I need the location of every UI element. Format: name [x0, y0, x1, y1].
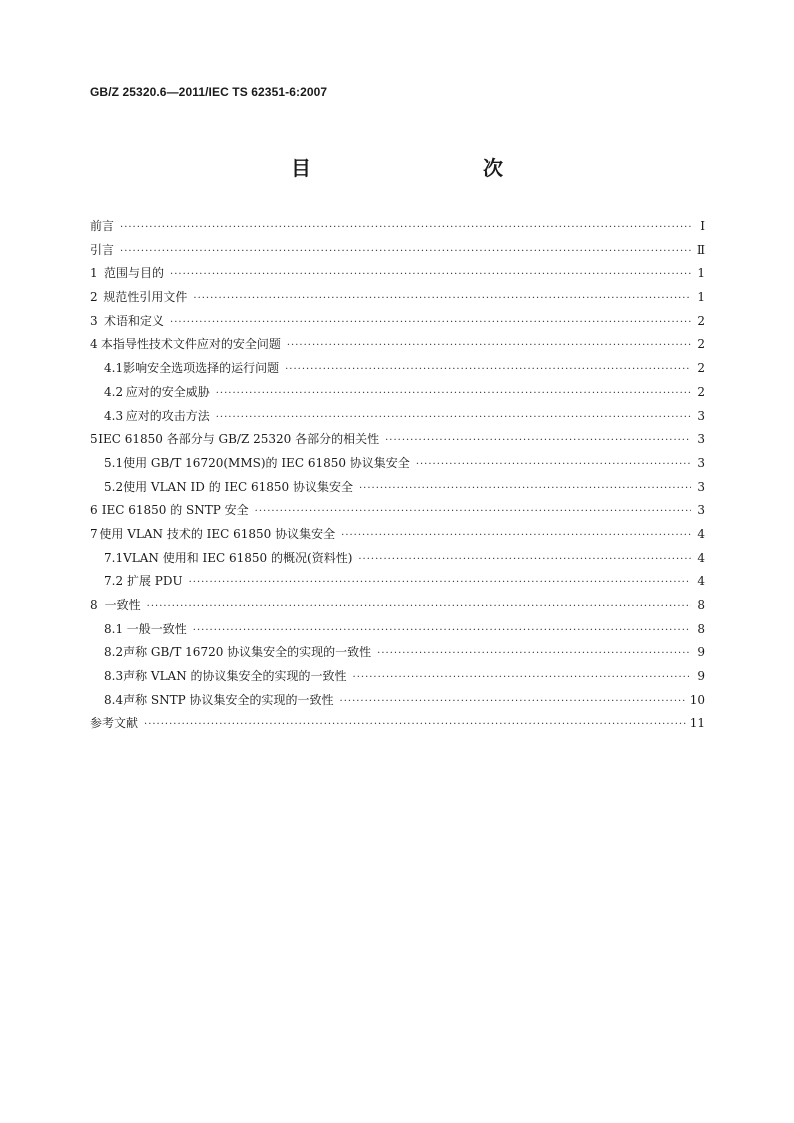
toc-leader-dots — [170, 317, 691, 328]
toc-leader-dots — [359, 483, 691, 494]
toc-entry[interactable] — [90, 359, 705, 383]
toc-entry-label: IEC 61850 各部分与 GB/Z 25320 各部分的相关性 — [98, 432, 380, 447]
toc-entry-number: 5.2 — [104, 479, 124, 494]
toc-entry-page: 11 — [689, 716, 705, 731]
toc-leader-dots — [120, 222, 691, 233]
toc-leader-dots — [377, 648, 691, 659]
toc-leader-dots — [189, 577, 691, 588]
toc-entry-label: 应对的攻击方法 — [125, 408, 210, 423]
toc-entry-page: 4 — [697, 550, 705, 565]
toc-leader-dots — [144, 719, 686, 730]
toc-leader-dots — [193, 625, 691, 636]
toc-entry-number: 4 — [90, 337, 98, 352]
table-of-contents — [90, 217, 705, 738]
toc-leader-dots — [416, 459, 691, 470]
toc-entry[interactable] — [90, 217, 705, 241]
toc-entry[interactable] — [90, 596, 705, 620]
toc-leader-dots — [216, 412, 691, 423]
toc-entry-number: 8.1 — [104, 621, 124, 636]
toc-entry-label: 参考文献 — [90, 716, 139, 731]
toc-entry[interactable] — [90, 525, 705, 549]
toc-entry-label: 影响安全选项选择的运行问题 — [123, 361, 280, 376]
toc-entry-label: 扩展 PDU — [126, 574, 183, 589]
toc-entry-page: 2 — [697, 361, 705, 376]
toc-leader-dots — [287, 340, 691, 351]
toc-leader-dots — [147, 601, 691, 612]
toc-entry-label: 一般一致性 — [126, 621, 187, 636]
toc-entry-page: 8 — [697, 598, 705, 612]
toc-entry-label: 本指导性技术文件应对的安全问题 — [100, 337, 281, 352]
toc-entry[interactable] — [90, 714, 705, 738]
toc-entry-page: 2 — [697, 313, 705, 328]
toc-entry-label: 声称 VLAN 的协议集安全的实现的一致性 — [123, 669, 347, 684]
toc-entry-number: 3 — [90, 313, 98, 328]
toc-entry-page: 10 — [689, 692, 705, 707]
toc-entry-number: 7.1 — [104, 550, 124, 565]
toc-entry[interactable] — [90, 288, 705, 312]
toc-entry-page: 8 — [697, 621, 705, 636]
toc-entry-label: IEC 61850 的 SNTP 安全 — [101, 503, 249, 518]
toc-entry-page: Ⅱ — [696, 242, 705, 257]
toc-entry-number: 8.4 — [104, 692, 124, 707]
toc-entry[interactable] — [90, 549, 705, 573]
toc-leader-dots — [170, 269, 691, 280]
toc-entry-number: 8.3 — [104, 669, 124, 684]
toc-entry-number: 4.3 — [104, 408, 124, 423]
toc-entry[interactable] — [90, 383, 705, 407]
document-code-header: GB/Z 25320.6—2011/IEC TS 62351-6:2007 — [90, 85, 328, 99]
toc-entry[interactable] — [90, 335, 705, 359]
toc-entry[interactable] — [90, 407, 705, 431]
toc-entry-page: 3 — [697, 503, 705, 518]
toc-entry[interactable] — [90, 572, 705, 596]
toc-entry-label: 应对的安全威胁 — [125, 384, 210, 399]
toc-entry-number: 1 — [90, 266, 98, 281]
toc-entry-page: 9 — [697, 669, 705, 684]
toc-leader-dots — [120, 246, 691, 257]
toc-entry-page: 3 — [697, 432, 705, 447]
toc-entry[interactable] — [90, 241, 705, 265]
toc-entry-number: 6 — [90, 503, 98, 518]
toc-entry-label: 引言 — [90, 242, 115, 257]
toc-entry-label: 一致性 — [104, 598, 141, 612]
toc-leader-dots — [353, 672, 691, 683]
toc-leader-dots — [358, 554, 691, 565]
toc-entry-page: 3 — [697, 455, 705, 470]
toc-entry-number: 4.2 — [104, 384, 124, 399]
toc-entry[interactable] — [90, 454, 705, 478]
toc-entry-page: 1 — [697, 290, 705, 305]
toc-entry-label: 使用 VLAN 技术的 IEC 61850 协议集安全 — [99, 526, 336, 541]
toc-entry[interactable] — [90, 478, 705, 502]
toc-entry[interactable] — [90, 691, 705, 715]
toc-entry-page: 2 — [697, 384, 705, 399]
toc-entry[interactable] — [90, 620, 705, 644]
toc-entry-page: 4 — [697, 526, 705, 541]
toc-leader-dots — [285, 364, 691, 375]
toc-entry-page: 4 — [697, 574, 705, 589]
toc-entry-label: 范围与目的 — [104, 266, 165, 281]
toc-leader-dots — [341, 530, 691, 541]
toc-entry-number: 8 — [90, 598, 98, 612]
toc-entry-page: 2 — [697, 337, 705, 352]
toc-entry-number: 8.2 — [104, 645, 124, 660]
toc-entry-page: 1 — [697, 266, 705, 281]
toc-leader-dots — [193, 293, 691, 304]
toc-entry-label: 使用 GB/T 16720(MMS)的 IEC 61850 协议集安全 — [123, 455, 410, 470]
toc-entry[interactable] — [90, 312, 705, 336]
toc-entry-label: 前言 — [90, 219, 115, 233]
toc-entry-number: 2 — [90, 290, 98, 305]
toc-entry-number: 5 — [90, 432, 98, 447]
toc-entry[interactable] — [90, 430, 705, 454]
toc-entry-label: 术语和定义 — [104, 313, 165, 328]
toc-leader-dots — [340, 696, 686, 707]
toc-leader-dots — [216, 388, 691, 399]
toc-entry[interactable] — [90, 667, 705, 691]
toc-entry-label: 使用 VLAN ID 的 IEC 61850 协议集安全 — [123, 479, 353, 494]
toc-entry[interactable] — [90, 643, 705, 667]
toc-entry-page: 9 — [697, 645, 705, 660]
toc-leader-dots — [385, 435, 691, 446]
toc-entry-label: VLAN 使用和 IEC 61850 的概况(资料性) — [123, 550, 353, 565]
toc-entry-page: 3 — [697, 408, 705, 423]
toc-entry-number: 7 — [90, 526, 98, 541]
toc-entry[interactable] — [90, 264, 705, 288]
toc-entry[interactable] — [90, 501, 705, 525]
toc-entry-page: Ⅰ — [700, 219, 705, 233]
toc-entry-label: 声称 GB/T 16720 协议集安全的实现的一致性 — [123, 645, 372, 660]
toc-entry-number: 4.1 — [104, 361, 124, 376]
toc-leader-dots — [255, 506, 691, 517]
toc-entry-number: 7.2 — [104, 574, 124, 589]
toc-entry-label: 规范性引用文件 — [103, 290, 188, 305]
toc-entry-page: 3 — [697, 479, 705, 494]
toc-title: 目 次 — [291, 156, 547, 180]
toc-entry-label: 声称 SNTP 协议集安全的实现的一致性 — [123, 692, 334, 707]
toc-entry-number: 5.1 — [104, 455, 124, 470]
